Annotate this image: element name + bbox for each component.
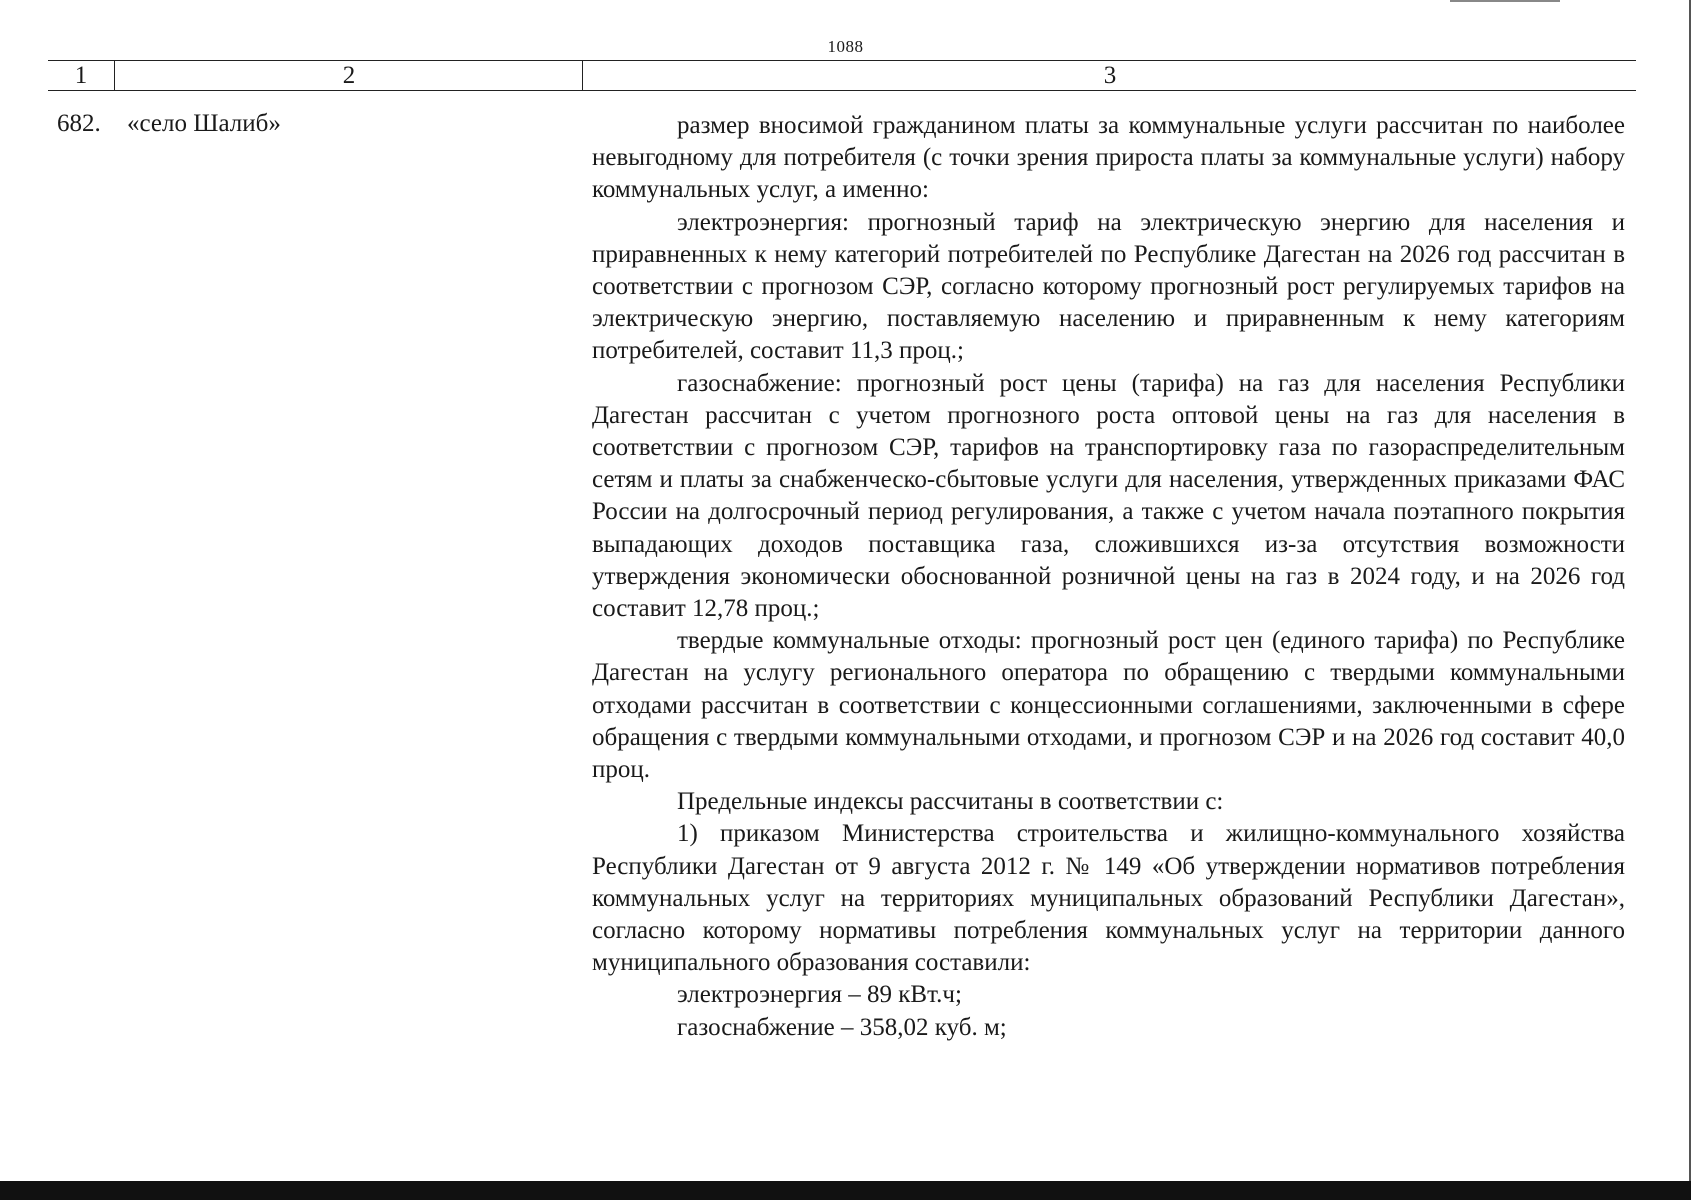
table-header-col-3: 3 [582, 61, 1637, 90]
entry-cell [57, 108, 281, 140]
paragraph-gas: газоснабжение: прогнозный рост цены (тарифа) на газ для населения Республики Дагестан рассчитан с учетом прогнозного роста оптовой цены на газ для населения в соответствии с прогнозом СЭР, тарифов на транспортировку газа по газораспределительным сетям и платы за снабженческо-сбытовые услуги для населения, утвержденных приказами ФАС России на долгосрочный период регулирования, а также с учетом начала поэтапного покрытия выпадающих доходов поставщика газа, сложившихся из-за отсутствия возможности утверждения экономически обоснованной розничной цены на газ в 2024 году, и на 2026 год составит 12,78 проц.; [592, 369, 1625, 623]
paragraph-indices-intro: Предельные индексы рассчитаны в соответствии с: [677, 788, 1224, 816]
entry-name: «село Шалиб» [127, 110, 281, 137]
norm-electricity: электроэнергия – 89 кВт.ч; [677, 981, 962, 1009]
norm-gas: газоснабжение – 358,02 куб. м; [677, 1013, 1007, 1041]
entry-description [592, 110, 1625, 1044]
page-number: 1088 [827, 37, 864, 56]
table-header-col-2: 2 [114, 61, 583, 90]
paragraph-electricity: электроэнергия: прогнозный тариф на электрическую энергию для населения и приравненных к нему категорий потребителей по Республике Дагестан на 2026 год рассчитан в соответствии с прогнозом СЭР, согласно которому прогнозный рост регулируемых тарифов на электрическую энергию, поставляемую населению и приравненным к нему категориям потребителей, составит 11,3 проц.; [592, 208, 1625, 365]
scan-bottom-band [0, 1181, 1691, 1200]
paragraph-order-reference: 1) приказом Министерства строительства и жилищно-коммунального хозяйства Республики Дагестан от 9 августа 2012 г. № 149 «Об утверждении нормативов потребления коммунальных услуг на территориях муниципальных образований Республики Дагестан», согласно которому нормативы потребления коммунальных услуг на территории данного муниципального образования составили: [592, 820, 1625, 977]
paragraph-payment-basis: размер вносимой гражданином платы за коммунальные услуги рассчитан по наиболее невыгодному для потребителя (с точки зрения прироста платы за коммунальные услуги) набору коммунальных услуг, а именно: [592, 112, 1625, 204]
table-header-row [48, 60, 1636, 91]
scan-edge-mark [1450, 0, 1560, 2]
table-header-col-1: 1 [74, 62, 88, 89]
entry-number: 682. [57, 110, 101, 137]
paragraph-solid-waste: твердые коммунальные отходы: прогнозный рост цен (единого тарифа) по Республике Дагестан на услугу регионального оператора по обращению с твердыми коммунальными отходами рассчитан в соответствии с концессионными соглашениями, заключенными в сфере обращения с твердыми коммунальными отходами, и прогнозом СЭР и на 2026 год составит 40,0 проц. [592, 627, 1625, 784]
